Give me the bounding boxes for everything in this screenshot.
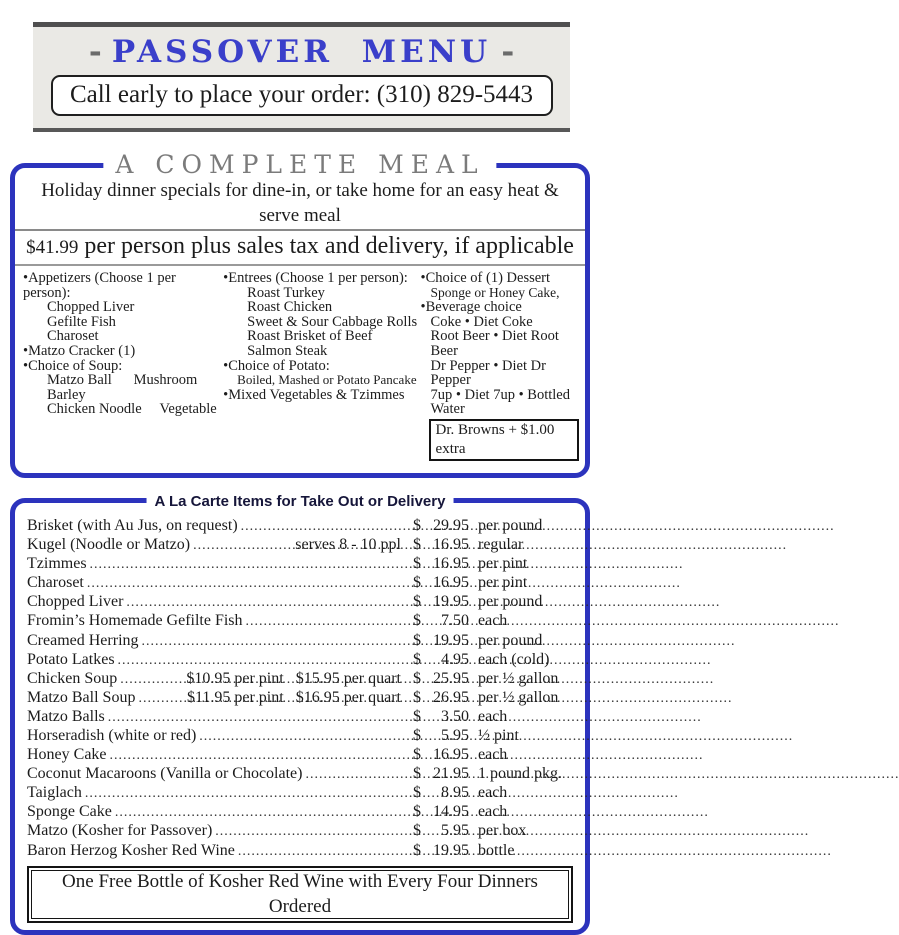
price-value: 14.95: [433, 803, 469, 821]
dot-leader: [108, 708, 398, 727]
meal-line: Matzo Ball Mushroom Barley: [47, 372, 201, 403]
item-price: [413, 536, 469, 554]
item-price: [413, 822, 469, 840]
price-value: 16.95: [433, 574, 469, 592]
menu-item-row: [27, 536, 575, 555]
dot-leader: [138, 689, 184, 708]
currency-symbol: $: [413, 631, 421, 649]
item-mid-pricing: $11.95 per pint $16.95 per quart: [186, 688, 401, 706]
menu-item-row: [27, 765, 575, 784]
price-value: 16.95: [433, 536, 469, 554]
meal-line: Sweet & Sour Cabbage Rolls: [247, 313, 418, 330]
price-value: 25.95: [433, 669, 469, 687]
item-unit: per pound: [478, 593, 543, 611]
price-value: 3.50: [441, 707, 469, 725]
item-name: Creamed Herring: [27, 631, 139, 649]
meal-line: • Entrees (Choose 1 per person):: [223, 271, 420, 286]
currency-symbol: $: [413, 803, 421, 821]
dot-leader: [126, 593, 398, 612]
a-la-carte-title: A La Carte Items for Take Out or Delivery: [147, 492, 454, 512]
item-price: [413, 517, 469, 535]
dot-leader: [115, 803, 398, 822]
menu-item-row: [27, 708, 575, 727]
item-price: [413, 574, 469, 592]
call-to-order-text: Call early to place your order: (310) 829-5443: [69, 81, 534, 108]
dot-leader: [241, 517, 398, 536]
item-mid-pricing: serves 8 - 10 ppl: [295, 536, 401, 554]
menu-item-row: [27, 727, 575, 746]
item-unit: each: [478, 746, 508, 764]
price-value: 21.95: [433, 765, 469, 783]
item-mid-pricing: $10.95 per pint $15.95 per quart: [186, 669, 401, 687]
price-value: 19.95: [433, 841, 469, 859]
meal-line: Boiled, Mashed or Potato Pancake: [237, 372, 417, 388]
entrees-column: [223, 271, 420, 461]
menu-item-row: [27, 670, 575, 689]
item-name: Taiglach: [27, 784, 82, 802]
item-unit: each: [478, 784, 508, 802]
currency-symbol: $: [413, 765, 421, 783]
currency-symbol: $: [413, 841, 421, 859]
menu-item-row: [27, 689, 575, 708]
price-value: 7.50: [441, 612, 469, 630]
meal-line: Salmon Steak: [247, 342, 328, 359]
dot-leader: [238, 842, 398, 861]
complete-meal-section: [10, 150, 590, 478]
price-value: 19.95: [433, 593, 469, 611]
menu-item-row: [27, 784, 575, 803]
item-unit: per ½ gallon: [478, 669, 559, 687]
page-title: [33, 34, 570, 70]
item-unit: bottle: [478, 841, 515, 859]
meal-line: Chopped Liver: [47, 299, 135, 316]
dot-leader: [110, 746, 398, 765]
price-value: 5.95: [441, 822, 469, 840]
item-name: Matzo (Kosher for Passover): [27, 822, 213, 840]
currency-symbol: $: [413, 688, 421, 706]
item-unit: per pound: [478, 516, 543, 534]
passover-menu-flyer: [0, 22, 600, 917]
menu-item-row: [27, 803, 575, 822]
dot-leader: [142, 632, 398, 651]
meal-line: • Beverage choice: [421, 300, 579, 315]
menu-item-row: [27, 651, 575, 670]
meal-line: • Choice of Potato:: [223, 359, 420, 374]
menu-item-row: [27, 574, 575, 593]
dot-leader: [120, 670, 183, 689]
a-la-carte-section: [10, 492, 590, 935]
menu-item-row: [27, 822, 575, 841]
dot-leader: [118, 651, 398, 670]
item-price: [413, 708, 469, 726]
dot-leader: [90, 555, 398, 574]
dessert-beverage-column: [421, 271, 579, 461]
dot-leader: [85, 784, 398, 803]
item-price: [413, 727, 469, 745]
item-unit: per box: [478, 822, 527, 840]
currency-symbol: $: [413, 593, 421, 611]
complete-meal-title: A COMPLETE MEAL: [103, 150, 496, 180]
menu-item-row: [27, 555, 575, 574]
dr-browns-note: Dr. Browns + $1.00 extra: [429, 419, 579, 461]
menu-item-row: [27, 632, 575, 651]
item-unit: 1 pound pkg.: [478, 765, 562, 783]
currency-symbol: $: [413, 726, 421, 744]
currency-symbol: $: [413, 574, 421, 592]
item-name: Chicken Soup: [27, 669, 118, 687]
dot-leader: [193, 536, 292, 555]
item-price: [413, 632, 469, 650]
currency-symbol: $: [413, 784, 421, 802]
meal-columns: [15, 266, 585, 467]
title-dash-right: -: [501, 34, 515, 70]
meal-line: • Choice of Soup:: [23, 359, 223, 374]
price-value: 26.95: [433, 688, 469, 706]
dot-leader: [246, 612, 398, 631]
title-dash-left: -: [88, 34, 102, 70]
price-value: 8.95: [441, 784, 469, 802]
item-unit: each (cold): [478, 650, 550, 668]
meal-line: Dr Pepper • Diet Dr Pepper: [430, 357, 550, 389]
item-name: Matzo Balls: [27, 707, 105, 725]
dot-leader: [199, 727, 398, 746]
price-suffix: per person plus sales tax and delivery, if applicable: [78, 233, 574, 259]
currency-symbol: $: [413, 536, 421, 554]
price-value: 16.95: [433, 555, 469, 573]
meal-line: • Choice of (1) Dessert: [421, 271, 579, 286]
dot-leader: [215, 822, 398, 841]
meal-line: Coke • Diet Coke: [430, 313, 533, 330]
price-amount: $41.99: [26, 237, 79, 258]
currency-symbol: $: [413, 746, 421, 764]
currency-symbol: $: [413, 707, 421, 725]
menu-item-row: [27, 612, 575, 631]
meal-line: • Mixed Vegetables & Tzimmes: [223, 388, 420, 403]
item-name: Chopped Liver: [27, 593, 124, 611]
currency-symbol: $: [413, 516, 421, 534]
item-unit: regular: [478, 536, 524, 554]
item-unit: ½ pint: [478, 726, 519, 744]
item-price: [413, 555, 469, 573]
meal-line: Chicken Noodle Vegetable: [47, 401, 217, 418]
item-price: [413, 765, 469, 783]
item-unit: per ½ gallon: [478, 688, 559, 706]
meal-line: Roast Chicken: [247, 299, 333, 316]
price-value: 16.95: [433, 746, 469, 764]
free-wine-banner: One Free Bottle of Kosher Red Wine with Every Four Dinners Ordered: [27, 866, 573, 923]
item-price: [413, 803, 469, 821]
meal-line: 7up • Diet 7up • Bottled Water: [430, 386, 574, 418]
meal-line: • Appetizers (Choose 1 per person):: [23, 271, 223, 300]
item-name: Potato Latkes: [27, 650, 115, 668]
item-unit: each: [478, 612, 508, 630]
item-name: Honey Cake: [27, 746, 107, 764]
item-price: [413, 593, 469, 611]
item-price: [413, 670, 469, 688]
dot-leader: [305, 765, 398, 784]
price-value: 4.95: [441, 650, 469, 668]
meal-line: Root Beer • Diet Root Beer: [430, 328, 563, 359]
item-name: Fromin’s Homemade Gefilte Fish: [27, 612, 243, 630]
item-name: Tzimmes: [27, 555, 87, 573]
item-price: [413, 651, 469, 669]
call-to-order-box: [51, 75, 553, 116]
header-band: [33, 22, 570, 132]
meal-line: Gefilte Fish: [47, 313, 116, 330]
item-name: Coconut Macaroons (Vanilla or Chocolate): [27, 765, 303, 783]
menu-item-row: [27, 842, 575, 861]
dessert-beverage-lines: [421, 271, 579, 417]
item-price: [413, 689, 469, 707]
currency-symbol: $: [413, 822, 421, 840]
item-name: Matzo Ball Soup: [27, 688, 136, 706]
item-unit: per pint: [478, 555, 528, 573]
currency-symbol: $: [413, 555, 421, 573]
item-name: Baron Herzog Kosher Red Wine: [27, 841, 235, 859]
item-name: Sponge Cake: [27, 803, 112, 821]
item-price: [413, 612, 469, 630]
appetizers-column: [23, 271, 223, 461]
currency-symbol: $: [413, 612, 421, 630]
page-title-text: PASSOVER MENU: [111, 34, 492, 70]
item-price: [413, 842, 469, 860]
item-name: Brisket (with Au Jus, on request): [27, 516, 238, 534]
price-value: 29.95: [433, 516, 469, 534]
meal-line: Roast Turkey: [247, 284, 325, 301]
price-per-person-line: [15, 231, 585, 266]
item-name: Kugel (Noodle or Matzo): [27, 536, 191, 554]
item-price: [413, 746, 469, 764]
item-price: [413, 784, 469, 802]
meal-line: Charoset: [47, 328, 99, 345]
menu-item-row: [27, 593, 575, 612]
a-la-carte-list: [27, 517, 575, 861]
item-unit: per pint: [478, 574, 528, 592]
menu-item-row: [27, 746, 575, 765]
item-unit: per pound: [478, 631, 543, 649]
currency-symbol: $: [413, 669, 421, 687]
holiday-specials-line: Holiday dinner specials for dine-in, or take home for an easy heat & serve meal: [15, 178, 585, 231]
meal-line: Roast Brisket of Beef: [247, 328, 373, 345]
item-unit: each: [478, 707, 508, 725]
menu-item-row: [27, 517, 575, 536]
currency-symbol: $: [413, 650, 421, 668]
price-value: 19.95: [433, 631, 469, 649]
item-unit: each: [478, 803, 508, 821]
price-value: 5.95: [441, 726, 469, 744]
meal-line: • Matzo Cracker (1): [23, 344, 223, 359]
meal-line: Sponge or Honey Cake,: [430, 284, 560, 300]
dot-leader: [87, 574, 398, 593]
item-name: Horseradish (white or red): [27, 726, 197, 744]
item-name: Charoset: [27, 574, 84, 592]
